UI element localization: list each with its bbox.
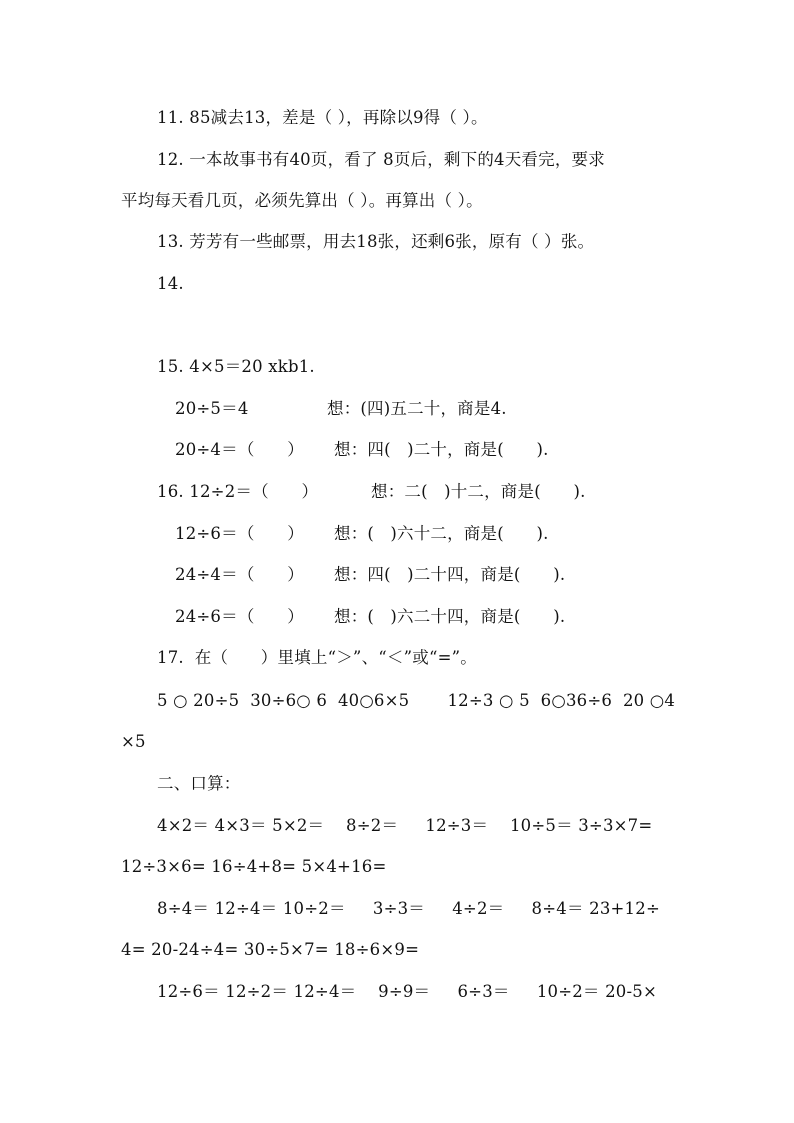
oral-row-1-line1: 4×2＝ 4×3＝ 5×2＝ 8÷2＝ 12÷3＝ 10÷5＝ 3÷3×7=	[157, 816, 653, 835]
question-16d-equation: 24÷6＝（ ）	[175, 607, 304, 626]
question-17: 17. 在（ ）里填上“＞”、“＜”或“=”。	[157, 648, 477, 667]
oral-row-2-line1: 8÷4＝ 12÷4＝ 10÷2＝ 3÷3＝ 4÷2＝ 8÷4＝ 23+12÷	[157, 899, 660, 918]
section-oral-arithmetic-heading: 二、口算：	[157, 774, 241, 793]
question-17-items-line2: ×5	[121, 732, 146, 751]
question-12-line2: 平均每天看几页，必须先算出（ ）。再算出（ ）。	[121, 191, 483, 210]
question-15b-hint: 想：四( )二十，商是( ).	[334, 440, 549, 459]
question-16-hint: 想：二( )十二，商是( ).	[371, 482, 586, 501]
question-14: 14.	[157, 274, 184, 293]
oral-row-2-line2: 4= 20-24÷4= 30÷5×7= 18÷6×9=	[121, 940, 420, 959]
question-16b-hint: 想：( )六十二，商是( ).	[334, 524, 549, 543]
question-12-line1: 12. 一本故事书有40页，看了 8页后，剩下的4天看完，要求	[157, 150, 605, 169]
question-16-equation: 16. 12÷2＝（ ）	[157, 482, 319, 501]
oral-row-1-line2: 12÷3×6= 16÷4+8= 5×4+16=	[121, 857, 387, 876]
question-16b-equation: 12÷6＝（ ）	[175, 524, 304, 543]
question-15a-hint: 想：(四)五二十，商是4.	[327, 399, 507, 418]
question-15a-equation: 20÷5＝4	[175, 399, 249, 418]
question-16d-hint: 想：( )六二十四，商是( ).	[334, 607, 566, 626]
question-15: 15. 4×5＝20 xkb1.	[157, 357, 315, 376]
oral-row-3-line1: 12÷6＝ 12÷2＝ 12÷4＝ 9÷9＝ 6÷3＝ 10÷2＝ 20-5×	[157, 982, 657, 1001]
question-16c-hint: 想：四( )二十四，商是( ).	[334, 565, 566, 584]
question-17-items-line1: 5 ○ 20÷5 30÷6○ 6 40○6×5 12÷3 ○ 5 6○36÷6 20 ○4	[157, 691, 676, 710]
question-15b-equation: 20÷4＝（ ）	[175, 440, 304, 459]
question-13: 13. 芳芳有一些邮票，用去18张，还剩6张，原有（ ）张。	[157, 232, 595, 251]
question-11: 11. 85减去13，差是（ ），再除以9得（ ）。	[157, 108, 488, 127]
question-16c-equation: 24÷4＝（ ）	[175, 565, 304, 584]
